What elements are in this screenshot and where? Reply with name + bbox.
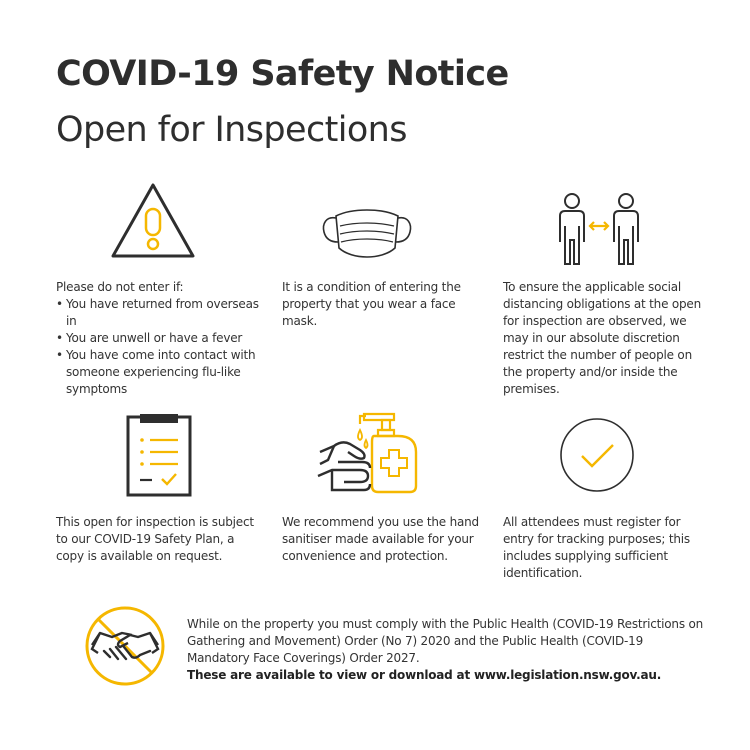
list-item: • You are unwell or have a fever [56,330,271,347]
page-subtitle: Open for Inspections [56,110,407,150]
list-item: • You have returned from overseas in [56,296,271,330]
no-handshake-icon [84,605,166,687]
hand-sanitiser-icon [316,410,420,496]
legal-notice-link-text: These are available to view or download at www.legislation.nsw.gov.au. [187,668,662,682]
face-mask-icon [320,208,414,262]
entry-restrictions-intro: Please do not enter if: [56,280,184,294]
warning-triangle-icon [110,182,196,260]
list-item: • You have come into contact with someone experiencing flu-like symptoms [56,347,271,398]
entry-restrictions-list [56,296,271,398]
entry-restrictions-text [56,279,271,398]
hand-sanitiser-text: We recommend you use the hand sanitiser made available for your convenience and protection. [282,515,479,563]
legal-notice-text: While on the property you must comply with the Public Health (COVID-19 Restrictions on Gathering and Movement) Order (No 7) 2020 and the Public Health (COVID-19 Mandatory Face Coverings) Order 2027. [187,617,704,665]
face-mask-text: It is a condition of entering the property that you wear a face mask. [282,280,461,328]
social-distancing-text: To ensure the applicable social distancing obligations at the open for inspection are observed, we may in our absolute discretion restrict the number of people on the property and/or inside the premises. [503,280,702,396]
page-title: COVID-19 Safety Notice [56,54,509,94]
legal-notice [187,616,707,684]
safety-plan-text: This open for inspection is subject to our COVID-19 Safety Plan, a copy is available on request. [56,515,254,563]
checkmark-circle-icon [559,417,635,493]
clipboard-icon [126,413,192,497]
registration-text: All attendees must register for entry for tracking purposes; this includes supplying sufficient identification. [503,515,690,580]
social-distancing-icon [554,192,644,268]
